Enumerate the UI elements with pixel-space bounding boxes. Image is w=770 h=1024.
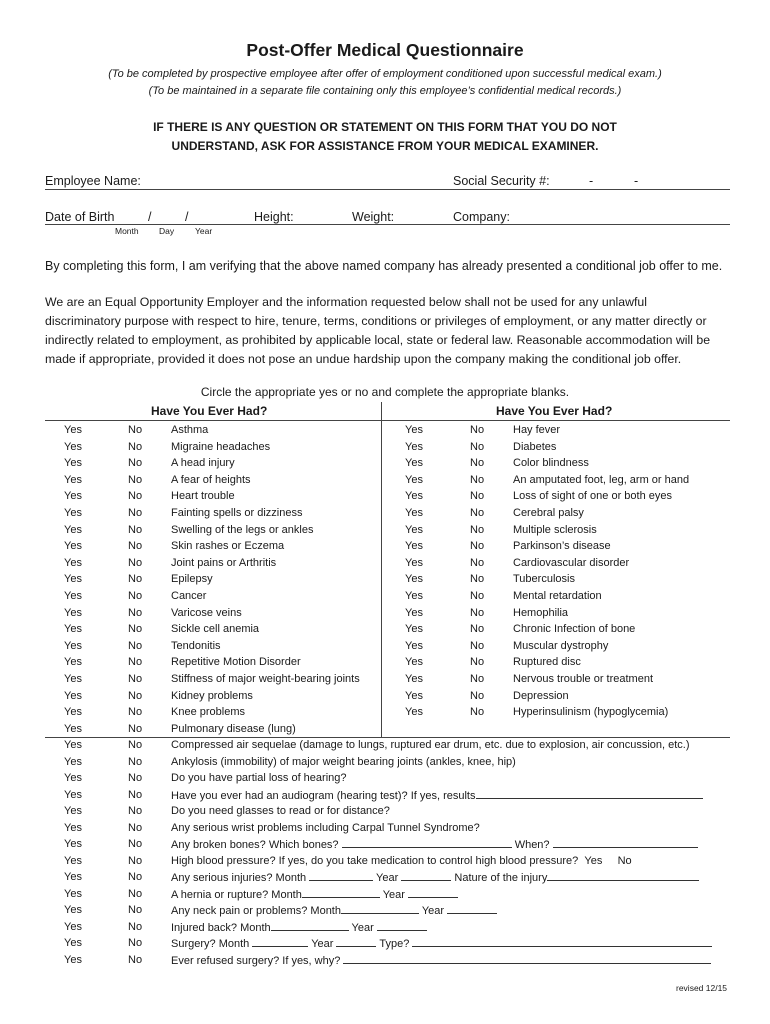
condition-label: An amputated foot, leg, arm or hand [513, 473, 690, 486]
no-option[interactable]: No [128, 573, 143, 586]
no-option[interactable]: No [128, 904, 143, 916]
no-option[interactable]: No [128, 523, 143, 536]
yes-option[interactable]: Yes [64, 821, 82, 834]
condition-label: Stiffness of major weight-bearing joints [171, 673, 360, 685]
question-row [0, 820, 770, 837]
condition-row [0, 654, 770, 671]
question-label: Injured back? Month [171, 921, 271, 934]
no-option[interactable]: No [128, 871, 143, 883]
audiogram-results-blank[interactable] [476, 787, 703, 799]
yes-option[interactable]: Yes [405, 590, 423, 602]
company-label: Company: [453, 210, 510, 224]
yes-option[interactable]: Yes [64, 573, 82, 586]
question-row [0, 787, 770, 804]
yes-option[interactable]: Yes [64, 440, 82, 453]
no-option[interactable]: No [128, 953, 143, 966]
yes-option[interactable]: Yes [405, 606, 423, 619]
subtitle-2: (To be maintained in a separate file containing only this employee’s confidential medical records.) [148, 85, 622, 97]
condition-label: Fainting spells or dizziness [171, 507, 303, 519]
no-option[interactable]: No [470, 656, 485, 669]
no-option[interactable]: No [470, 540, 485, 553]
no-option[interactable]: No [128, 606, 143, 619]
form-title: Post-Offer Medical Questionnaire [246, 40, 524, 60]
condition-label: Muscular dystrophy [513, 639, 609, 652]
surgery-year-blank[interactable] [336, 935, 376, 947]
no-option[interactable]: No [128, 920, 143, 933]
question-label: High blood pressure? If yes, do you take medication to control high blood pressure? [171, 854, 579, 867]
yes-option[interactable]: Yes [64, 623, 82, 636]
question-row [0, 952, 770, 969]
height-label: Height: [254, 210, 294, 224]
question-text: Ankylosis (immobility) of major weight bearing joints (ankles, knee, hip) [171, 755, 516, 768]
yes-option[interactable]: Yes [64, 457, 82, 470]
neck-year-blank[interactable] [447, 902, 497, 914]
yes-option[interactable]: Yes [405, 673, 423, 685]
subtitle-1: (To be completed by prospective employee after offer of employment conditioned upon successful medical exam.) [108, 68, 662, 80]
yes-option[interactable]: Yes [405, 706, 423, 719]
no-option[interactable]: No [128, 623, 143, 636]
question-label: Any neck pain or problems? Month [171, 905, 341, 917]
no-option[interactable]: No [128, 507, 143, 519]
no-option[interactable]: No [128, 805, 143, 817]
no-option[interactable]: No [128, 540, 143, 553]
condition-row [0, 638, 770, 655]
ssn-dash-1: - [589, 174, 594, 188]
condition-label: Parkinson’s disease [513, 540, 611, 553]
no-option[interactable]: No [470, 507, 485, 519]
condition-label: Cardiovascular disorder [513, 556, 630, 569]
condition-label: Knee problems [171, 706, 245, 719]
question-row [0, 935, 770, 952]
condition-label: Nervous trouble or treatment [513, 673, 654, 685]
yes-option[interactable]: Yes [405, 424, 423, 436]
question-label: Have you ever had an audiogram (hearing test)? If yes, results [171, 789, 476, 802]
yes-option[interactable]: Yes [64, 490, 82, 503]
no-option[interactable]: No [128, 590, 143, 602]
yes-option[interactable]: Yes [405, 656, 423, 669]
no-option[interactable]: No [470, 556, 485, 569]
question-row [0, 754, 770, 771]
yes-option[interactable]: Yes [64, 507, 82, 519]
yes-option[interactable]: Yes [64, 788, 82, 801]
instruction-text: Circle the appropriate yes or no and complete the appropriate blanks. [200, 385, 570, 399]
no-option[interactable]: No [470, 606, 485, 619]
yes-option[interactable]: Yes [64, 590, 82, 602]
table-top-rule [45, 420, 730, 421]
question-row [0, 770, 770, 787]
no-option[interactable]: No [128, 854, 143, 867]
yes-option[interactable]: Yes [64, 904, 82, 916]
condition-label: Migraine headaches [171, 440, 271, 453]
condition-label: A fear of heights [171, 473, 251, 486]
yes-option[interactable]: Yes [64, 739, 82, 751]
question-label: Any broken bones? Which bones? [171, 839, 339, 851]
yes-option[interactable]: Yes [64, 937, 82, 949]
yes-option[interactable]: Yes [405, 507, 423, 519]
question-text [171, 886, 458, 904]
question-row [0, 886, 770, 903]
question-label: Year [421, 905, 445, 917]
condition-label: A head injury [171, 457, 235, 470]
eeo-paragraph [45, 293, 730, 369]
yes-option[interactable]: Yes [64, 689, 82, 702]
question-text [171, 869, 699, 887]
no-option[interactable]: No [128, 821, 143, 834]
condition-row [0, 721, 770, 738]
medication-no-option[interactable]: No [617, 854, 632, 867]
condition-label: Varicose veins [171, 606, 242, 619]
no-option[interactable]: No [470, 457, 485, 470]
ssn-label: Social Security #: [453, 174, 550, 188]
broken-bones-when-blank[interactable] [553, 836, 698, 848]
condition-label: Asthma [171, 424, 209, 436]
yes-option[interactable]: Yes [64, 887, 82, 900]
question-label: Year [376, 872, 399, 884]
no-option[interactable]: No [128, 490, 143, 503]
no-option[interactable]: No [128, 772, 143, 784]
no-option[interactable]: No [470, 424, 485, 436]
yes-option[interactable]: Yes [64, 920, 82, 933]
condition-label: Multiple sclerosis [513, 523, 597, 536]
surgery-type-blank[interactable] [412, 935, 712, 947]
yes-option[interactable]: Yes [64, 805, 82, 817]
condition-label: Repetitive Motion Disorder [171, 656, 301, 669]
no-option[interactable]: No [128, 556, 143, 569]
eeo-line: We are an Equal Opportunity Employer and the information requested below shall not be used for any unlawful [45, 295, 647, 309]
question-label: When? [514, 839, 550, 851]
no-option[interactable]: No [128, 739, 143, 751]
injury-month-blank[interactable] [309, 869, 373, 881]
yes-option[interactable]: Yes [64, 473, 82, 486]
condition-row [0, 605, 770, 622]
yes-option[interactable]: Yes [64, 722, 82, 735]
no-option[interactable]: No [128, 706, 143, 719]
no-option[interactable]: No [470, 523, 485, 536]
condition-row [0, 455, 770, 472]
surgery-month-blank[interactable] [252, 935, 308, 947]
employee-name-line[interactable] [45, 189, 730, 190]
question-row [0, 869, 770, 886]
eeo-line: indirectly related to employment, as prohibited by applicable local, state or federal law. Reasonable accommodation will be [45, 333, 711, 347]
question-text [171, 853, 632, 870]
condition-row [0, 588, 770, 605]
yes-option[interactable]: Yes [64, 854, 82, 867]
question-row [0, 902, 770, 919]
notice-line-1: IF THERE IS ANY QUESTION OR STATEMENT ON THIS FORM THAT YOU DO NOT [153, 120, 617, 134]
medication-yes-option[interactable]: Yes [584, 854, 603, 867]
yes-option[interactable]: Yes [405, 556, 423, 569]
condition-row [0, 505, 770, 522]
yes-option[interactable]: Yes [64, 556, 82, 569]
weight-label: Weight: [352, 210, 395, 224]
question-text [171, 952, 711, 970]
question-label: Year [311, 938, 334, 950]
condition-label: Loss of sight of one or both eyes [513, 490, 672, 503]
no-option[interactable]: No [128, 424, 143, 436]
condition-row [0, 422, 770, 439]
question-label: Year [351, 921, 374, 934]
question-text [171, 787, 703, 805]
left-column-header: Have You Ever Had? [151, 404, 268, 418]
condition-label: Cerebral palsy [513, 507, 584, 519]
revision-note: revised 12/15 [676, 983, 728, 993]
condition-row [0, 522, 770, 539]
no-option[interactable]: No [128, 673, 143, 685]
no-option[interactable]: No [470, 673, 485, 685]
question-label: A hernia or rupture? Month [171, 888, 302, 901]
question-label: Type? [379, 938, 410, 950]
condition-row [0, 555, 770, 572]
condition-label: Chronic Infection of bone [513, 623, 636, 636]
yes-option[interactable]: Yes [405, 457, 423, 470]
hernia-year-blank[interactable] [408, 886, 458, 898]
question-row [0, 803, 770, 820]
yes-option[interactable]: Yes [64, 540, 82, 553]
condition-row [0, 688, 770, 705]
yes-option[interactable]: Yes [64, 953, 82, 966]
which-bones-blank[interactable] [342, 836, 512, 848]
yes-option[interactable]: Yes [64, 772, 82, 784]
question-label: Year [382, 888, 405, 901]
eeo-line: discriminatory purpose with respect to hire, tenure, terms, conditions or privileges of employment, or any matter directly or [45, 314, 707, 328]
condition-label: Diabetes [513, 440, 557, 453]
no-option[interactable]: No [470, 573, 485, 586]
no-option[interactable]: No [128, 755, 143, 768]
no-option[interactable]: No [128, 639, 143, 652]
refused-surgery-blank[interactable] [343, 952, 711, 964]
year-caption: Year [195, 226, 213, 236]
yes-option[interactable]: Yes [64, 871, 82, 883]
no-option[interactable]: No [128, 722, 143, 735]
yes-option[interactable]: Yes [405, 689, 423, 702]
dob-slash-2: / [185, 210, 189, 224]
condition-label: Swelling of the legs or ankles [171, 523, 314, 536]
yes-option[interactable]: Yes [64, 639, 82, 652]
yes-option[interactable]: Yes [405, 573, 423, 586]
yes-option[interactable]: Yes [64, 424, 82, 436]
condition-label: Cancer [171, 590, 207, 602]
no-option[interactable]: No [470, 440, 485, 453]
dob-slash-1: / [148, 210, 152, 224]
no-option[interactable]: No [128, 656, 143, 669]
right-column-header: Have You Ever Had? [496, 404, 613, 418]
condition-label: Mental retardation [513, 590, 602, 602]
no-option[interactable]: No [470, 623, 485, 636]
ssn-dash-2: - [634, 174, 639, 188]
question-text [171, 902, 497, 920]
condition-label: Ruptured disc [513, 656, 581, 669]
no-option[interactable]: No [470, 490, 485, 503]
yes-option[interactable]: Yes [405, 473, 423, 486]
injury-nature-blank[interactable] [547, 869, 699, 881]
yes-option[interactable]: Yes [405, 523, 423, 536]
question-text: Do you need glasses to read or for distance? [171, 805, 390, 817]
no-option[interactable]: No [128, 937, 143, 949]
day-caption: Day [159, 226, 175, 236]
hernia-month-blank[interactable] [302, 886, 380, 898]
condition-label: Hay fever [513, 424, 561, 436]
question-text: Any serious wrist problems including Carpal Tunnel Syndrome? [171, 821, 480, 834]
condition-label: Kidney problems [171, 689, 253, 702]
condition-label: Joint pains or Arthritis [171, 556, 277, 569]
no-option[interactable]: No [128, 440, 143, 453]
dob-label: Date of Birth [45, 210, 115, 224]
no-option[interactable]: No [128, 689, 143, 702]
question-text: Do you have partial loss of hearing? [171, 772, 347, 784]
question-text: Compressed air sequelae (damage to lungs, ruptured ear drum, etc. due to explosion, air concussion, etc.) [171, 739, 690, 751]
condition-label: Hyperinsulinism (hypoglycemia) [513, 706, 669, 719]
yes-option[interactable]: Yes [64, 523, 82, 536]
no-option[interactable]: No [470, 706, 485, 719]
injury-year-blank[interactable] [401, 869, 451, 881]
yes-option[interactable]: Yes [64, 755, 82, 768]
no-option[interactable]: No [128, 788, 143, 801]
yes-option[interactable]: Yes [405, 440, 423, 453]
eeo-line: made if appropriate, provided it does not pose an undue hardship upon the company making the conditional job offer. [45, 352, 682, 366]
condition-label: Pulmonary disease (lung) [171, 722, 296, 735]
notice-line-2: UNDERSTAND, ASK FOR ASSISTANCE FROM YOUR MEDICAL EXAMINER. [171, 139, 599, 153]
question-row [0, 836, 770, 853]
question-row [0, 737, 770, 754]
question-text [171, 935, 712, 953]
yes-option[interactable]: Yes [64, 606, 82, 619]
no-option[interactable]: No [470, 590, 485, 602]
yes-option[interactable]: Yes [405, 639, 423, 652]
condition-label: Depression [513, 689, 569, 702]
condition-row [0, 571, 770, 588]
yes-option[interactable]: Yes [405, 540, 423, 553]
dob-line[interactable] [45, 224, 730, 225]
neck-month-blank[interactable] [341, 902, 419, 914]
question-text [171, 919, 427, 937]
no-option[interactable]: No [128, 838, 143, 850]
condition-row [0, 704, 770, 721]
condition-label: Epilepsy [171, 573, 213, 586]
condition-row [0, 538, 770, 555]
no-option[interactable]: No [128, 887, 143, 900]
condition-label: Tendonitis [171, 639, 221, 652]
employee-name-label: Employee Name: [45, 174, 141, 188]
no-option[interactable]: No [128, 473, 143, 486]
condition-row [0, 472, 770, 489]
yes-option[interactable]: Yes [405, 623, 423, 636]
no-option[interactable]: No [470, 639, 485, 652]
yes-option[interactable]: Yes [405, 490, 423, 503]
condition-row [0, 439, 770, 456]
condition-label: Hemophilia [513, 606, 569, 619]
no-option[interactable]: No [128, 457, 143, 470]
yes-option[interactable]: Yes [64, 673, 82, 685]
condition-label: Skin rashes or Eczema [171, 540, 285, 553]
question-label: Ever refused surgery? If yes, why? [171, 954, 341, 967]
question-text [171, 836, 698, 854]
yes-option[interactable]: Yes [64, 706, 82, 719]
condition-row [0, 621, 770, 638]
condition-label: Sickle cell anemia [171, 623, 260, 636]
question-row [0, 919, 770, 936]
no-option[interactable]: No [470, 473, 485, 486]
question-label: Surgery? Month [171, 938, 250, 950]
condition-label: Heart trouble [171, 490, 235, 503]
condition-label: Color blindness [513, 457, 589, 470]
condition-row [0, 671, 770, 688]
no-option[interactable]: No [470, 689, 485, 702]
yes-option[interactable]: Yes [64, 838, 82, 850]
month-caption: Month [115, 226, 139, 236]
question-row [0, 853, 770, 870]
condition-row [0, 488, 770, 505]
condition-label: Tuberculosis [513, 573, 575, 586]
question-label: Any serious injuries? Month [171, 872, 307, 884]
back-year-blank[interactable] [377, 919, 427, 931]
back-month-blank[interactable] [271, 919, 349, 931]
verification-statement: By completing this form, I am verifying that the above named company has already presented a conditional job offer to me. [45, 259, 723, 273]
question-label: Nature of the injury [454, 872, 548, 884]
yes-option[interactable]: Yes [64, 656, 82, 669]
